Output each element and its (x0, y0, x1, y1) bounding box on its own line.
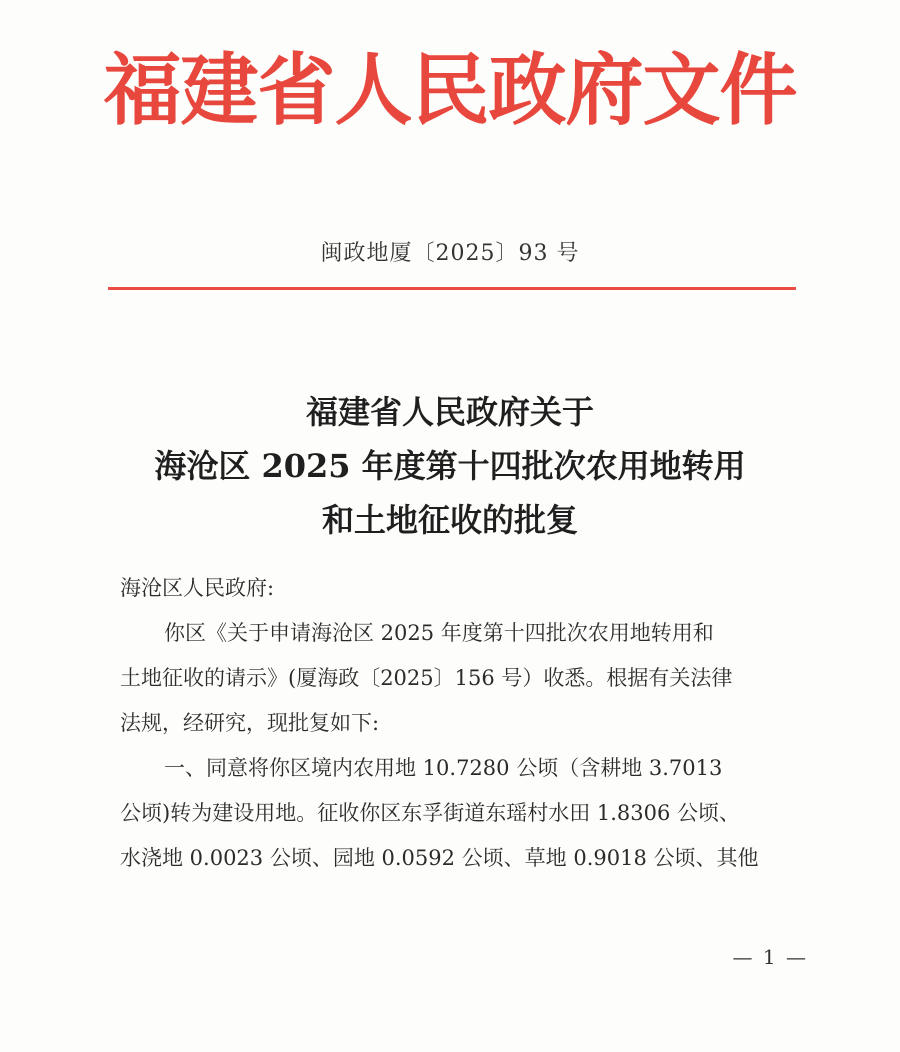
body-line-2: 土地征收的请示》(厦海政〔2025〕156 号）收悉。根据有关法律 (120, 666, 733, 690)
page-number: — 1 — (732, 945, 808, 969)
document-number: 闽政地厦〔2025〕93 号 (320, 241, 580, 266)
body-line-4: 一、同意将你区境内农用地 10.7280 公顷（含耕地 3.7013 (164, 756, 723, 780)
title-line-1: 福建省人民政府关于 (305, 393, 594, 431)
title-line-3: 和土地征收的批复 (321, 501, 578, 539)
red-divider-line (108, 287, 796, 290)
body-line-1: 你区《关于申请海沧区 2025 年度第十四批次农用地转用和 (164, 621, 714, 645)
body-line-6: 水浇地 0.0023 公顷、园地 0.0592 公顷、草地 0.9018 公顷、其他 (120, 846, 759, 870)
document-title (0, 385, 900, 547)
body-line-3: 法规，经研究，现批复如下: (120, 711, 380, 735)
masthead-title: 福建省人民政府文件 (103, 45, 797, 136)
body-line-5: 公顷)转为建设用地。征收你区东孚街道东瑶村水田 1.8306 公顷、 (120, 801, 741, 825)
title-line-2: 海沧区 2025 年度第十四批次农用地转用 (154, 447, 746, 485)
addressee: 海沧区人民政府: (120, 576, 275, 600)
document-body (120, 566, 810, 881)
